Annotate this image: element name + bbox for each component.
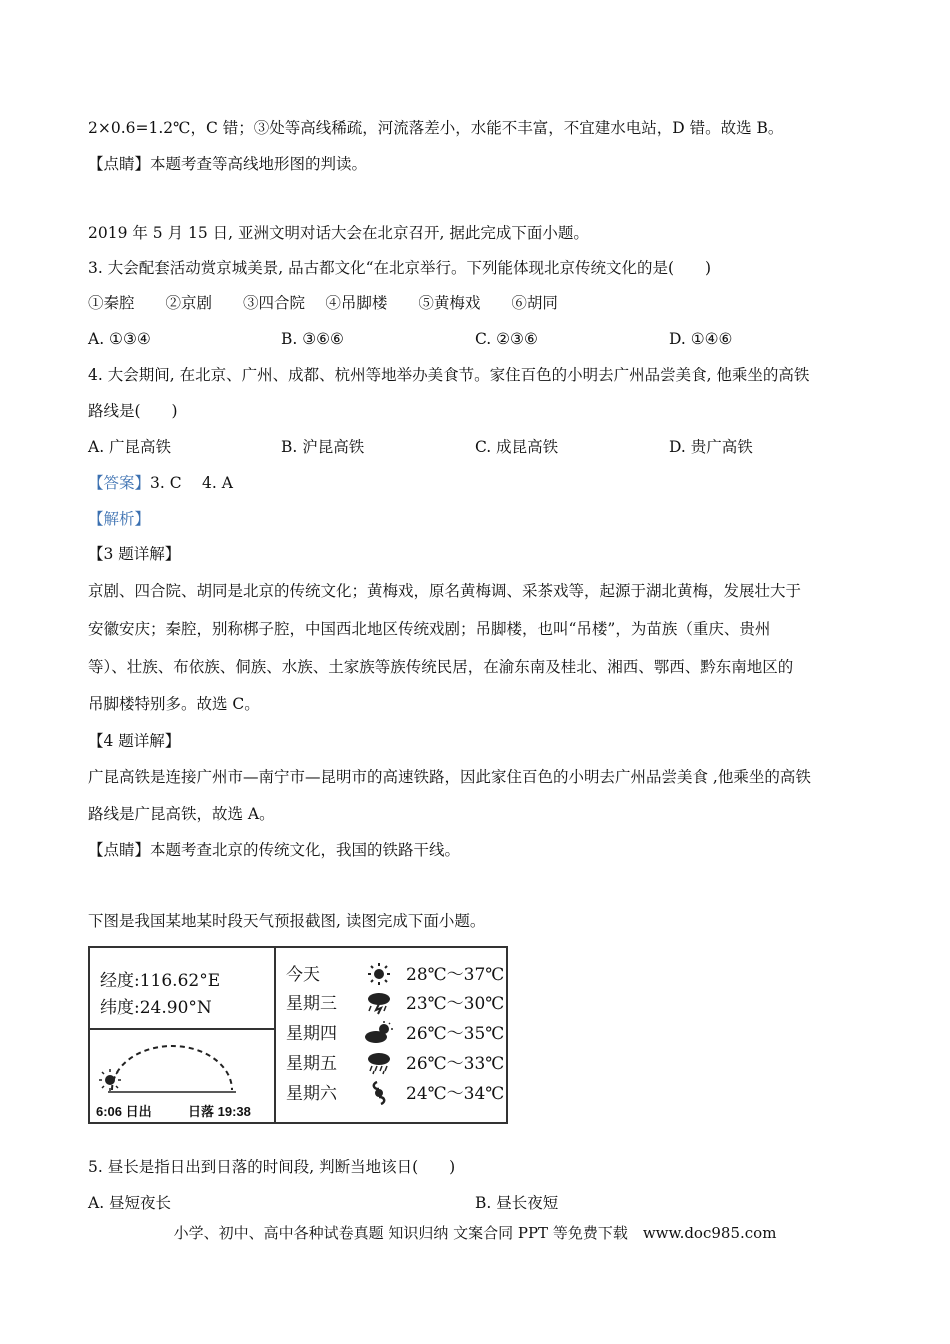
forecast-day: 星期四 bbox=[286, 1024, 337, 1044]
thunderstorm-icon bbox=[364, 991, 394, 1015]
latitude-label: 纬度:24.90°N bbox=[100, 998, 212, 1018]
forecast-temp: 28℃～37℃ bbox=[406, 965, 505, 985]
q3-detail-head: 【3 题详解】 bbox=[88, 545, 181, 563]
q5-option-b: B. 昼长夜短 bbox=[475, 1194, 559, 1212]
q3-option-d: D. ①④⑥ bbox=[669, 330, 733, 348]
intro-weather: 下图是我国某地某时段天气预报截图, 读图完成下面小题。 bbox=[88, 912, 486, 930]
q4-detail-head: 【4 题详解】 bbox=[88, 732, 181, 750]
coordinate-box bbox=[90, 948, 274, 1030]
answer-text: 3. C 4. A bbox=[150, 474, 233, 492]
question-4: 4. 大会期间, 在北京、广州、成都、杭州等地举办美食节。家住百色的小明去广州品尝美食, 他乘坐的高铁 bbox=[88, 366, 810, 384]
forecast-temp: 23℃～30℃ bbox=[406, 994, 505, 1014]
forecast-day: 星期五 bbox=[286, 1054, 337, 1074]
page-footer: 小学、初中、高中各种试卷真题 知识归纳 文案合同 PPT 等免费下载 www.doc985.com bbox=[173, 1224, 777, 1242]
forecast-temp: 24℃～34℃ bbox=[406, 1084, 505, 1104]
q5-option-a: A. 昼短夜长 bbox=[88, 1194, 172, 1212]
typhoon-icon bbox=[364, 1081, 394, 1105]
q4-option-a: A. 广昆高铁 bbox=[88, 438, 172, 456]
q3-detail-2: 安徽安庆；秦腔，别称梆子腔，中国西北地区传统戏剧；吊脚楼，也叫“吊楼”，为苗族（重庆、贵州 bbox=[88, 620, 771, 638]
forecast-day: 星期三 bbox=[286, 994, 337, 1014]
question-4-cont: 路线是( ) bbox=[88, 402, 178, 420]
q4-option-c: C. 成昆高铁 bbox=[475, 438, 559, 456]
note-2: 【点睛】本题考查北京的传统文化，我国的铁路干线。 bbox=[88, 841, 461, 859]
q4-option-d: D. 贵广高铁 bbox=[669, 438, 753, 456]
question-5: 5. 昼长是指日出到日落的时间段, 判断当地该日( ) bbox=[88, 1158, 456, 1176]
q3-detail-3: 等）、壮族、布依族、侗族、水族、土家族等族传统民居，在渝东南及桂北、湘西、鄂西、黔东南地区的 bbox=[88, 658, 794, 676]
answer-line bbox=[88, 473, 233, 493]
q3-detail-4: 吊脚楼特别多。故选 C。 bbox=[88, 695, 260, 713]
q3-detail-1: 京剧、四合院、胡同是北京的传统文化；黄梅戏，原名黄梅调、采茶戏等，起源于湖北黄梅，发展壮大于 bbox=[88, 582, 802, 600]
sunny-icon bbox=[364, 962, 394, 986]
question-3-items: ①秦腔 ②京剧 ③四合院 ④吊脚楼 ⑤黄梅戏 ⑥胡同 bbox=[88, 294, 558, 312]
q4-detail-1: 广昆高铁是连接广州市—南宁市—昆明市的高速铁路，因此家住百色的小明去广州品尝美食 ,他乘坐的高铁 bbox=[88, 768, 811, 786]
weather-figure bbox=[88, 946, 508, 1124]
line-1: 2×0.6=1.2℃，C 错；③处等高线稀疏，河流落差小，水能不丰富，不宜建水电站，D 错。故选 B。 bbox=[88, 119, 784, 137]
forecast-temp: 26℃～33℃ bbox=[406, 1054, 505, 1074]
forecast-day: 星期六 bbox=[286, 1084, 337, 1104]
q4-option-b: B. 沪昆高铁 bbox=[281, 438, 365, 456]
forecast-temp: 26℃～35℃ bbox=[406, 1024, 505, 1044]
intro-text: 2019 年 5 月 15 日, 亚洲文明对话大会在北京召开, 据此完成下面小题。 bbox=[88, 224, 589, 242]
partly-cloudy-icon bbox=[364, 1021, 394, 1045]
forecast-panel bbox=[276, 948, 506, 1122]
heavy-rain-icon bbox=[364, 1051, 394, 1075]
forecast-day: 今天 bbox=[286, 965, 320, 985]
location-panel bbox=[90, 948, 276, 1122]
sun-icon bbox=[99, 1069, 121, 1091]
sunset-label: 日落 19:38 bbox=[188, 1104, 251, 1119]
answer-tag: 【答案】 bbox=[88, 474, 151, 492]
q4-detail-2: 路线是广昆高铁，故选 A。 bbox=[88, 805, 275, 823]
longitude-label: 经度:116.62°E bbox=[100, 971, 221, 991]
sunrise-label: 6:06 日出 bbox=[96, 1104, 152, 1119]
question-3: 3. 大会配套活动赏京城美景, 品古都文化“在北京举行。下列能体现北京传统文化的是( ) bbox=[88, 259, 712, 277]
note-1: 【点睛】本题考查等高线地形图的判读。 bbox=[88, 155, 368, 173]
analysis-tag: 【解析】 bbox=[88, 510, 151, 528]
q3-option-b: B. ③⑥⑥ bbox=[281, 330, 344, 348]
q3-option-a: A. ①③④ bbox=[88, 330, 151, 348]
q3-option-c: C. ②③⑥ bbox=[475, 330, 538, 348]
